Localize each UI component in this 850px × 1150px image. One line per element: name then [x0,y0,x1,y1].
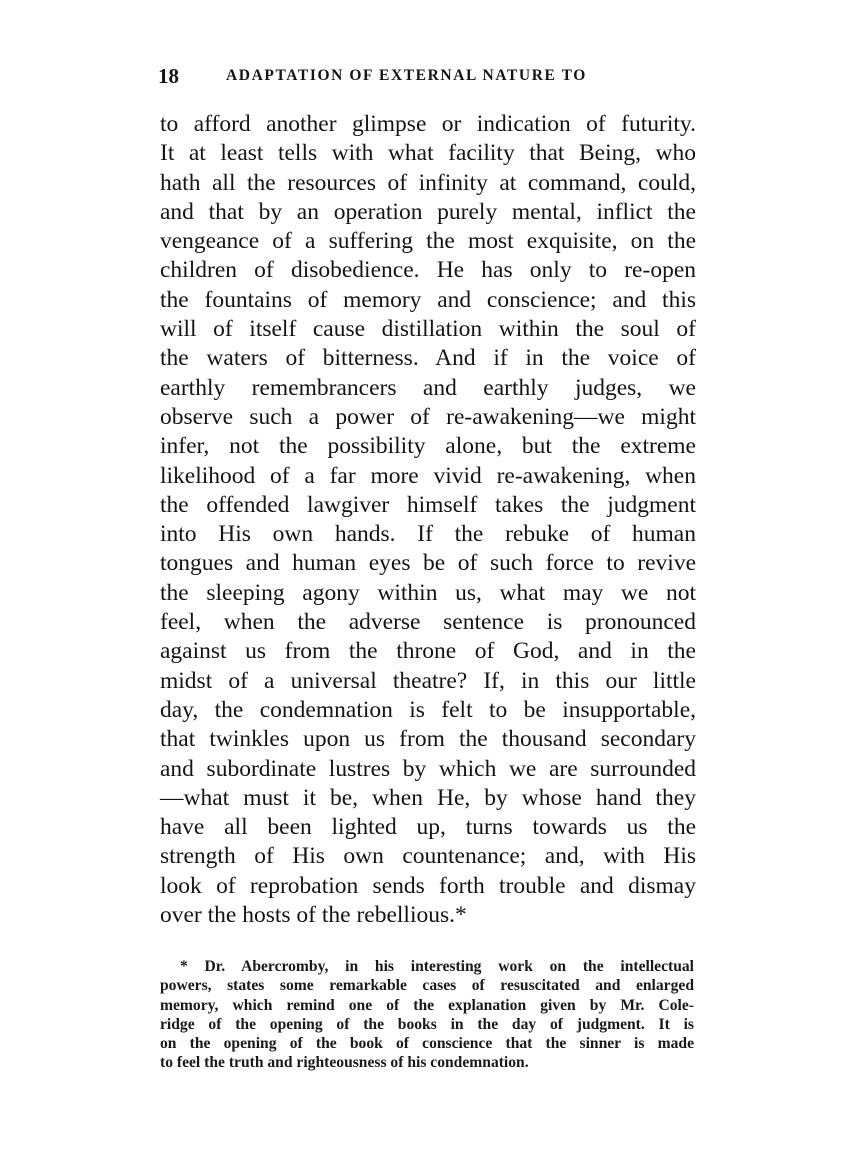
body-text [160,110,696,930]
footnote-line: powers, states some remarkable cases of resuscitated and enlarged [160,977,694,995]
body-line: tongues and human eyes be of such force to revive [160,550,696,577]
footnote-line: memory, which remind one of the explanation given by Mr. Cole- [160,996,694,1014]
body-line: have all been lighted up, turns towards us the [160,814,696,841]
body-line: the waters of bitterness. And if in the voice of [160,345,696,372]
body-line: over the hosts of the rebellious.* [160,902,467,929]
body-line: vengeance of a suffering the most exquisite, on the [160,228,696,255]
body-line: that twinkles upon us from the thousand secondary [160,726,696,753]
page-number: 18 [158,64,179,88]
body-line: the offended lawgiver himself takes the judgment [160,491,696,518]
body-line: midst of a universal theatre? If, in this our little [160,667,696,694]
running-title: ADAPTATION OF EXTERNAL NATURE TO [226,67,587,84]
body-line: to afford another glimpse or indication of futurity. [160,111,696,137]
body-line: likelihood of a far more vivid re-awakening, when [160,462,696,489]
body-line: earthly remembrancers and earthly judges, we [160,374,696,401]
body-line: —what must it be, when He, by whose hand they [160,784,696,811]
running-head [158,64,698,88]
footnote-line: ridge of the opening of the books in the day of judgment. It is [160,1015,694,1033]
footnote-line: on the opening of the book of conscience that the sinner is made [160,1035,694,1053]
footnote [160,957,694,1073]
body-line: infer, not the possibility alone, but the extreme [160,433,696,460]
body-line: against us from the throne of God, and in the [160,638,696,665]
body-line: look of reprobation sends forth trouble and dismay [160,872,696,899]
footnote-line: to feel the truth and righteousness of his condemnation. [160,1054,529,1072]
footnote-line: * Dr. Abercromby, in his interesting work on the intellectual [180,958,694,975]
body-line: strength of His own countenance; and, with His [160,843,696,870]
body-line: hath all the resources of infinity at command, could, [160,169,696,196]
body-line: observe such a power of re-awakening—we might [160,403,696,430]
body-line: the sleeping agony within us, what may we not [160,579,696,606]
body-line: children of disobedience. He has only to re-open [160,257,696,284]
body-line: the fountains of memory and conscience; and this [160,286,696,313]
body-line: feel, when the adverse sentence is pronounced [160,609,696,636]
body-line: It at least tells with what facility that Being, who [160,140,696,167]
body-line: and subordinate lustres by which we are surrounded [160,755,696,782]
body-line: will of itself cause distillation within the soul of [160,316,696,343]
body-line: and that by an operation purely mental, inflict the [160,198,696,225]
body-line: into His own hands. If the rebuke of human [160,521,696,548]
body-line: day, the condemnation is felt to be insupportable, [160,696,696,723]
